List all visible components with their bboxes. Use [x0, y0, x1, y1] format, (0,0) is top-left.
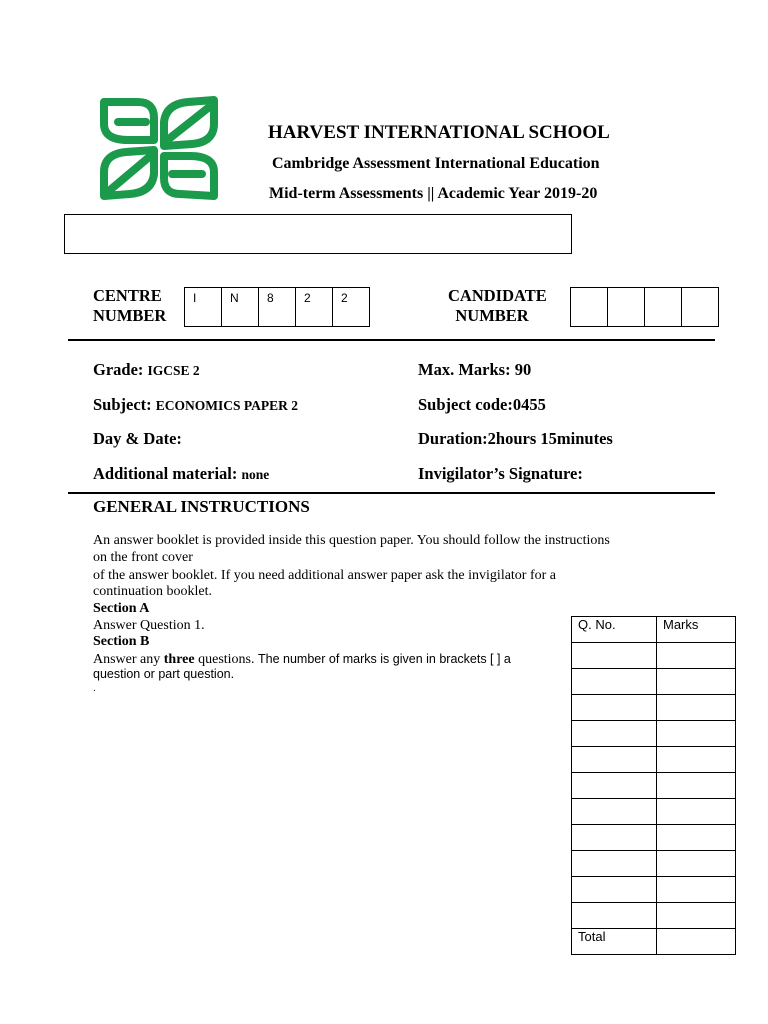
- max-marks: [418, 360, 531, 380]
- section-b-pre: Answer any: [93, 652, 164, 667]
- section-b-post: questions.: [194, 652, 255, 667]
- qno-cell[interactable]: [572, 773, 657, 799]
- school-logo: [96, 94, 222, 202]
- marks-cell[interactable]: [657, 773, 736, 799]
- student-name-box[interactable]: [64, 214, 572, 254]
- centre-number-boxes: [184, 287, 370, 327]
- instruction-line: on the front cover: [93, 550, 193, 565]
- exam-board: Cambridge Assessment International Education: [272, 155, 600, 172]
- day-date-field: [93, 429, 182, 449]
- table-header-row: [572, 617, 736, 643]
- grade-value: IGCSE 2: [147, 363, 200, 378]
- duration-text: Duration:2hours 15minutes: [418, 429, 613, 448]
- centre-number-label: [93, 286, 166, 326]
- exam-title: Mid-term Assessments || Academic Year 2019-20: [269, 185, 598, 202]
- centre-label-line2: NUMBER: [93, 306, 167, 325]
- instruction-line: An answer booklet is provided inside this question paper. You should follow the instructions: [93, 533, 610, 548]
- centre-digit: 2: [333, 287, 370, 327]
- candidate-number-label: [448, 286, 547, 326]
- centre-digit: I: [185, 287, 222, 327]
- table-row: [572, 747, 736, 773]
- divider-bottom: [68, 492, 715, 494]
- section-b-heading: Section B: [93, 634, 150, 649]
- day-date-label: Day & Date:: [93, 429, 182, 448]
- table-row: [572, 773, 736, 799]
- marks-cell[interactable]: [657, 669, 736, 695]
- marks-cell[interactable]: [657, 903, 736, 929]
- max-marks-text: Max. Marks: 90: [418, 360, 532, 379]
- qno-cell[interactable]: [572, 695, 657, 721]
- qno-cell[interactable]: [572, 877, 657, 903]
- marks-cell[interactable]: [657, 721, 736, 747]
- marks-cell[interactable]: [657, 799, 736, 825]
- table-row: [572, 669, 736, 695]
- qno-header: Q. No.: [572, 617, 657, 643]
- candidate-number-boxes: [570, 287, 719, 327]
- candidate-label-line1: CANDIDATE: [448, 286, 547, 305]
- additional-material-value: none: [241, 467, 270, 482]
- marks-note-line2: question or part question.: [93, 667, 235, 681]
- candidate-digit[interactable]: [645, 287, 682, 327]
- table-row: [572, 721, 736, 747]
- table-row: [572, 851, 736, 877]
- subject-value: ECONOMICS PAPER 2: [155, 398, 299, 413]
- table-row: [572, 695, 736, 721]
- table-row: [572, 825, 736, 851]
- table-row: [572, 799, 736, 825]
- marks-cell[interactable]: [657, 643, 736, 669]
- qno-cell[interactable]: [572, 643, 657, 669]
- subject-code: [418, 395, 546, 415]
- instruction-line: continuation booklet.: [93, 584, 212, 599]
- section-b-bold: three: [163, 652, 195, 667]
- marks-cell[interactable]: [657, 747, 736, 773]
- total-row: [572, 929, 736, 955]
- candidate-label-line2: NUMBER: [455, 306, 529, 325]
- marks-table: [571, 616, 736, 955]
- additional-material-field: [93, 464, 269, 484]
- centre-digit: N: [222, 287, 259, 327]
- duration: [418, 429, 613, 449]
- marks-cell[interactable]: [657, 851, 736, 877]
- invigilator-signature-text: Invigilator’s Signature:: [418, 464, 583, 483]
- qno-cell[interactable]: [572, 799, 657, 825]
- invigilator-signature: [418, 464, 583, 484]
- marks-cell[interactable]: [657, 695, 736, 721]
- candidate-digit[interactable]: [682, 287, 719, 327]
- additional-material-label: Additional material:: [93, 464, 238, 483]
- centre-digit: 2: [296, 287, 333, 327]
- school-name: HARVEST INTERNATIONAL SCHOOL: [268, 122, 610, 143]
- divider-top: [68, 339, 715, 341]
- table-row: [572, 643, 736, 669]
- instruction-line: of the answer booklet. If you need additional answer paper ask the invigilator for a: [93, 568, 557, 583]
- section-a-heading: Section A: [93, 601, 150, 616]
- table-row: [572, 877, 736, 903]
- total-marks-cell[interactable]: [657, 929, 736, 955]
- marks-header: Marks: [657, 617, 736, 643]
- qno-cell[interactable]: [572, 825, 657, 851]
- marks-cell[interactable]: [657, 825, 736, 851]
- subject-field: [93, 395, 298, 415]
- centre-label-line1: CENTRE: [93, 286, 162, 305]
- section-a-text: Answer Question 1.: [93, 618, 205, 633]
- grade-field: [93, 360, 200, 380]
- centre-digit: 8: [259, 287, 296, 327]
- marks-cell[interactable]: [657, 877, 736, 903]
- grade-label: Grade:: [93, 360, 144, 379]
- qno-cell[interactable]: [572, 903, 657, 929]
- subject-label: Subject:: [93, 395, 152, 414]
- candidate-digit[interactable]: [608, 287, 645, 327]
- qno-cell[interactable]: [572, 851, 657, 877]
- table-row: [572, 903, 736, 929]
- candidate-digit[interactable]: [571, 287, 608, 327]
- marks-note: The number of marks is given in brackets [ ] a: [258, 652, 511, 666]
- qno-cell[interactable]: [572, 669, 657, 695]
- instructions-heading: GENERAL INSTRUCTIONS: [93, 497, 310, 516]
- subject-code-text: Subject code:0455: [418, 395, 546, 414]
- qno-cell[interactable]: [572, 747, 657, 773]
- stray-dot: .: [93, 683, 96, 694]
- qno-cell[interactable]: [572, 721, 657, 747]
- total-label: Total: [572, 929, 657, 955]
